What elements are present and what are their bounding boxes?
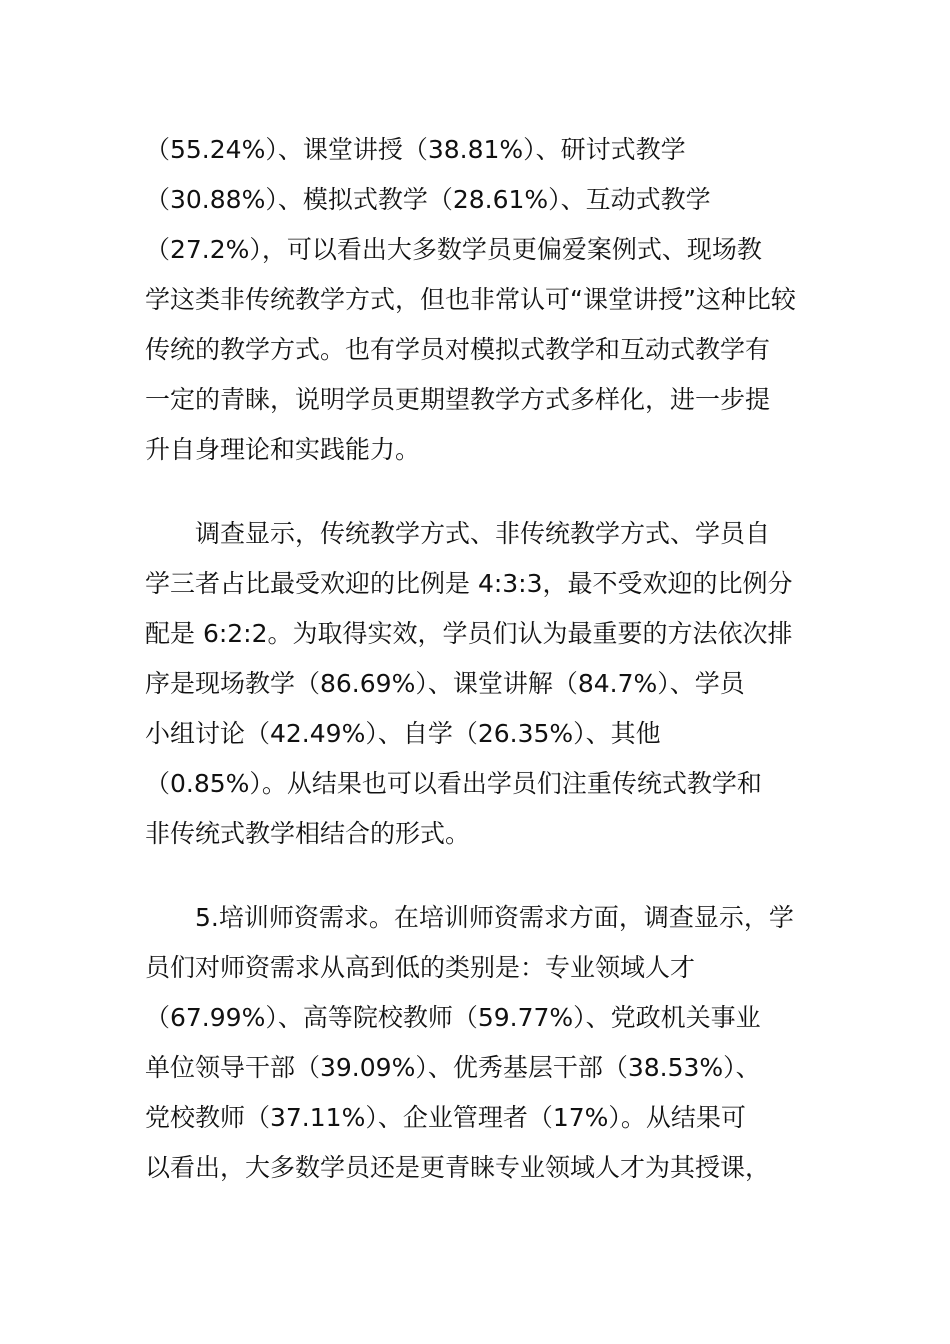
paragraph-2-line-6: （0.85%）。从结果也可以看出学员们注重传统式教学和 [145,769,762,798]
paragraph-3-line-5: 党校教师（37.11%）、企业管理者（17%）。从结果可 [145,1103,746,1132]
paragraph-2-line-2: 学三者占比最受欢迎的比例是 4:3:3，最不受欢迎的比例分 [145,569,793,598]
paragraph-3-line-4: 单位领导干部（39.09%）、优秀基层干部（38.53%）、 [145,1053,761,1082]
paragraph-2-line-3: 配是 6:2:2。为取得实效，学员们认为最重要的方法依次排 [145,619,793,648]
paragraph-3-line-6: 以看出，大多数学员还是更青睐专业领域人才为其授课， [145,1153,771,1182]
paragraph-3-line-2: 员们对师资需求从高到低的类别是：专业领域人才 [145,953,696,982]
paragraph-1-line-4: 学这类非传统教学方式，但也非常认可“课堂讲授”这种比较 [145,285,796,314]
paragraph-1-line-1: （55.24%）、课堂讲授（38.81%）、研讨式教学 [145,135,686,164]
paragraph-2-line-4: 序是现场教学（86.69%）、课堂讲解（84.7%）、学员 [145,669,745,698]
paragraph-2-line-1: 调查显示，传统教学方式、非传统教学方式、学员自 [195,519,771,548]
paragraph-1-line-7: 升自身理论和实践能力。 [145,435,421,464]
paragraph-1-line-3: （27.2%），可以看出大多数学员更偏爱案例式、现场教 [145,235,762,264]
paragraph-1-line-5: 传统的教学方式。也有学员对模拟式教学和互动式教学有 [145,335,771,364]
paragraph-1-line-6: 一定的青睐，说明学员更期望教学方式多样化，进一步提 [145,385,771,414]
paragraph-2-line-7: 非传统式教学相结合的形式。 [145,819,471,848]
paragraph-3-line-3: （67.99%）、高等院校教师（59.77%）、党政机关事业 [145,1003,761,1032]
paragraph-2-line-5: 小组讨论（42.49%）、自学（26.35%）、其他 [145,719,661,748]
paragraph-1-line-2: （30.88%）、模拟式教学（28.61%）、互动式教学 [145,185,711,214]
paragraph-3-line-1: 5.培训师资需求。在培训师资需求方面，调查显示，学 [195,903,794,932]
